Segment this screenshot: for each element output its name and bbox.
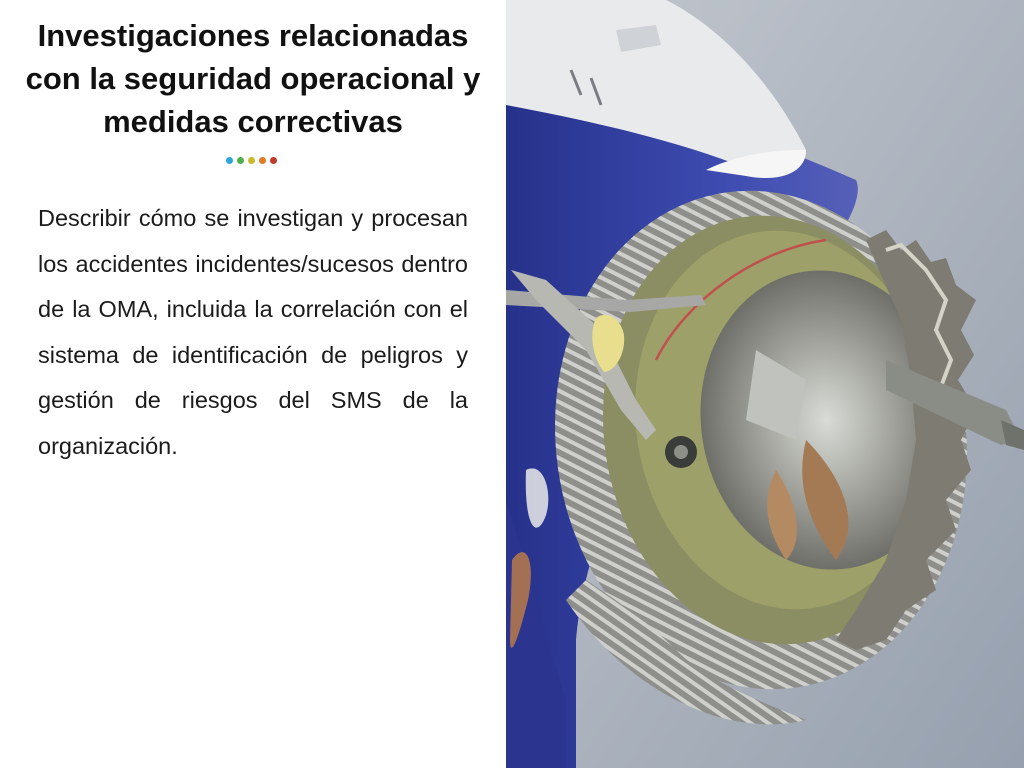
- decoration-dot: [237, 157, 244, 164]
- decoration-dot: [259, 157, 266, 164]
- decoration-dot: [270, 157, 277, 164]
- text-panel: [0, 0, 506, 768]
- title-decoration-dots: [226, 157, 277, 169]
- damaged-engine-image: [506, 0, 1024, 768]
- damaged-engine-photo: [506, 0, 1024, 768]
- slide-title: Investigaciones relacionadas con la seguridad operacional y medidas correctivas: [25, 18, 481, 139]
- slide-body-text: Describir cómo se investigan y procesan los accidentes incidentes/sucesos dentro de la OMA, incluida la correlación con el sistema de identificación de peligros y gestión de riesgos del SMS de la organización.: [38, 205, 468, 459]
- decoration-dot: [248, 157, 255, 164]
- decoration-dot: [226, 157, 233, 164]
